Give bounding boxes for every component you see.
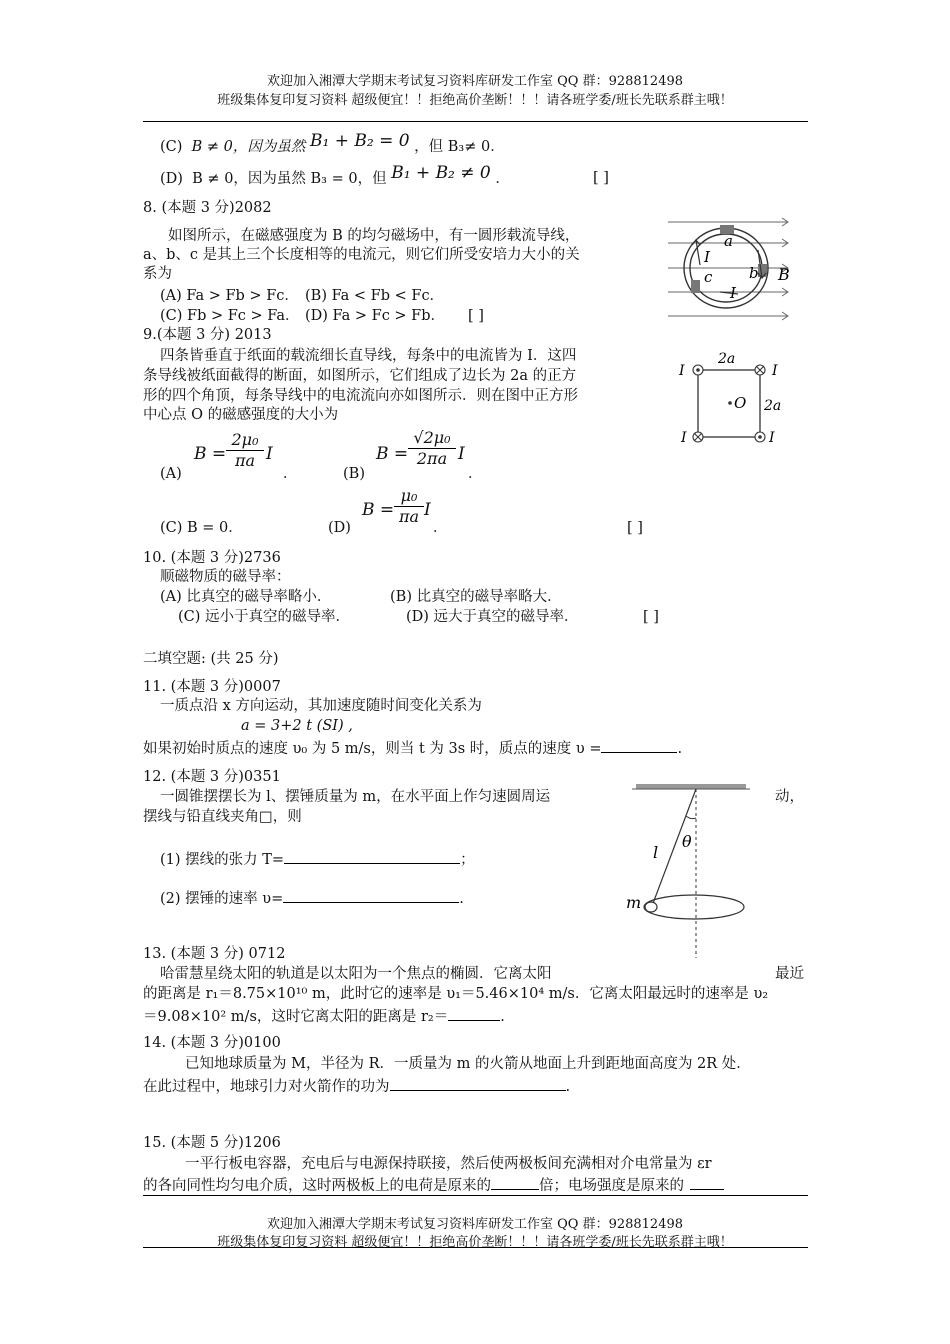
q9-d-current: I: [424, 500, 431, 520]
q8-circular-loop-figure: [660, 210, 800, 325]
q15-stem-line-1: 一平行板电容器，充电后与电源保持联接，然后使两极板间充满相对介电常量为 εr: [185, 1156, 712, 1172]
q14-stem-line-2: 在此过程中，地球引力对火箭作的功为 .: [143, 1076, 570, 1096]
label-top-side: 2a: [718, 351, 736, 367]
q13-stem-line-3: ＝9.08×10² m/s，这时它离太阳的距离是 r₂＝ .: [143, 1006, 505, 1026]
label-length-l: l: [653, 843, 659, 862]
q9-b-lhs: B =: [376, 444, 409, 464]
q12-part-1: (1) 摆线的张力 T= ；: [160, 849, 475, 869]
q9-option-d-label: (D): [328, 520, 351, 536]
q14-work-blank[interactable]: [390, 1076, 566, 1091]
q13-distance-blank[interactable]: [448, 1006, 500, 1021]
q7-option-d: (D) B ≠ 0，因为虽然 B₃ = 0，但 B₁ + B₂ ≠ 0 ．: [160, 163, 510, 187]
q11-equation: a = 3+2 t (SI) ,: [241, 718, 353, 734]
q11-answer-blank[interactable]: [601, 738, 677, 753]
q9-b-period: ．: [468, 466, 483, 482]
q13-stem-line-1: 哈雷慧星绕太阳的轨道是以太阳为一个焦点的椭圆．它离太阳: [160, 966, 552, 982]
q9-title: 9.(本题 3 分) 2013: [143, 327, 272, 343]
q9-square-wires-figure: [675, 348, 795, 453]
q15-field-ratio-blank[interactable]: [690, 1175, 724, 1190]
q10-option-b: (B) 比真空的磁导率略大．: [390, 589, 562, 605]
q9-stem-line-3: 形的四个角顶，每条导线中的电流流向亦如图所示．则在图中正方形: [143, 388, 578, 404]
q10-option-c: (C) 远小于真空的磁导率．: [178, 609, 351, 625]
q8-answer-bracket: [ ]: [468, 308, 484, 324]
q15-charge-ratio-blank[interactable]: [491, 1175, 539, 1190]
pendulum-bob: [645, 902, 657, 912]
header-rule: [143, 121, 808, 122]
q9-b-denominator: 2πa: [416, 449, 448, 468]
q9-d-numerator: μ₀: [394, 486, 424, 507]
current-element-c: [691, 280, 700, 293]
label-a: a: [724, 232, 733, 250]
section-fill-in-heading: 二填空题: (共 25 分): [143, 651, 279, 667]
q8-option-b: (B) Fa < Fb < Fc．: [305, 288, 445, 304]
q9-answer-bracket: [ ]: [627, 520, 643, 536]
wire-bottom-right-dot: [755, 432, 765, 442]
center-point: [728, 401, 732, 405]
footer-line-2: 班级集体复印复习资料 超级便宜！！拒绝高价垄断！！！请各班学委/班长先联系群主哦！: [217, 1235, 733, 1250]
q7-option-c: (C) B ≠ 0，因为虽然 B₁ + B₂ = 0 ，但 B₃≠ 0．: [160, 131, 505, 155]
q15-title: 15. (本题 5 分)1206: [143, 1135, 281, 1151]
q12-speed-blank[interactable]: [283, 888, 459, 903]
q8-option-d: (D) Fa > Fc > Fb．: [305, 308, 446, 324]
q9-option-b-label: (B): [343, 466, 365, 482]
q9-a-lhs: B =: [194, 444, 227, 464]
q8-stem-line-3: 系为: [143, 266, 172, 282]
q9-d-fraction: [394, 486, 424, 526]
q14-stem-line-1: 已知地球质量为 M，半径为 R．一质量为 m 的火箭从地面上升到距地面高度为 2R 处．: [185, 1056, 751, 1072]
q13-stem-line-2: 的距离是 r₁＝8.75×10¹⁰ m，此时它的速率是 υ₁＝5.46×10⁴ m/s．它离太阳最远时的速率是 υ₂: [143, 986, 769, 1002]
q7-answer-bracket: [ ]: [593, 170, 609, 186]
q13-title: 13. (本题 3 分) 0712: [143, 946, 286, 962]
q14-title: 14. (本题 3 分)0100: [143, 1035, 281, 1051]
q9-a-fraction: [226, 430, 264, 470]
q8-option-c: (C) Fb > Fc > Fa．: [160, 308, 300, 324]
q11-title: 11. (本题 3 分)0007: [143, 679, 281, 695]
q10-stem: 顺磁物质的磁导率：: [160, 569, 291, 585]
q9-stem-line-4: 中心点 O 的磁感强度的大小为: [143, 407, 339, 423]
q12-tension-blank[interactable]: [284, 849, 460, 864]
q10-answer-bracket: [ ]: [643, 609, 659, 625]
q9-d-period: ．: [433, 520, 448, 536]
q9-option-a-label: (A): [160, 466, 182, 482]
circular-path: [644, 895, 744, 919]
q12-conical-pendulum-figure: [620, 780, 760, 960]
q9-d-lhs: B =: [362, 500, 395, 520]
q10-option-d: (D) 远大于真空的磁导率．: [406, 609, 579, 625]
label-I-bottom-right: I: [769, 430, 775, 446]
q12-stem-line-1-end: 动，: [775, 789, 804, 805]
q9-stem-line-1: 四条皆垂直于纸面的载流细长直导线，每条中的电流皆为 I．这四: [160, 348, 577, 364]
wire-top-right-cross: [755, 365, 765, 375]
q12-stem-line-2: 摆线与铅直线夹角□，则: [143, 809, 302, 825]
q9-b-numerator: √2μ₀: [408, 428, 456, 449]
label-mass-m: m: [626, 893, 642, 912]
q10-title: 10. (本题 3 分)2736: [143, 550, 281, 566]
wire-bottom-left-cross: [693, 432, 703, 442]
q12-part-2: (2) 摆锤的速率 υ= .: [160, 888, 464, 908]
q12-stem-line-1: 一圆锥摆摆长为 l、摆锤质量为 m，在水平面上作匀速圆周运: [160, 789, 551, 805]
label-current-I-bottom: I: [730, 284, 736, 302]
label-I-top-right: I: [772, 363, 778, 379]
q8-option-a: (A) Fa > Fb > Fc．: [160, 288, 299, 304]
footer-top-rule: [143, 1195, 808, 1196]
q9-option-c: (C) B = 0．: [160, 520, 243, 536]
label-I-bottom-left: I: [681, 430, 687, 446]
q9-d-denominator: πa: [398, 507, 420, 526]
q13-stem-line-1-end: 最近: [775, 966, 804, 982]
q9-a-period: ．: [283, 466, 298, 482]
q11-stem-line-3: 如果初始时质点的速度 υ₀ 为 5 m/s，则当 t 为 3s 时，质点的速度 υ = .: [143, 738, 682, 758]
q9-a-current: I: [266, 444, 273, 464]
q9-a-numerator: 2μ₀: [226, 430, 264, 451]
footer-line-1: 欢迎加入湘潭大学期末考试复习资料库研发工作室 QQ 群：928812498: [266, 1217, 684, 1232]
ceiling: [636, 784, 746, 789]
q9-a-denominator: πa: [234, 451, 256, 470]
header-line-2: 班级集体复印复习资料 超级便宜！！拒绝高价垄断！！！请各班学委/班长先联系群主哦！: [217, 93, 733, 108]
label-angle-theta: θ: [682, 832, 692, 851]
q8-stem-line-2: a、b、c 是其上三个长度相等的电流元，则它们所受安培力大小的关: [143, 247, 580, 263]
q8-stem-line-1: 如图所示，在磁感强度为 B 的均匀磁场中，有一圆形载流导线，: [168, 228, 580, 244]
q12-title: 12. (本题 3 分)0351: [143, 769, 281, 785]
q9-b-fraction: [408, 428, 456, 468]
label-O: O: [734, 394, 747, 412]
label-c: c: [704, 268, 713, 286]
label-current-I-left: I: [704, 248, 710, 266]
label-I-top-left: I: [679, 363, 685, 379]
label-field-B: B: [778, 265, 790, 284]
q9-stem-line-2: 条导线被纸面截得的断面，如图所示，它们组成了边长为 2a 的正方: [143, 368, 577, 384]
q11-stem-line-1: 一质点沿 x 方向运动，其加速度随时间变化关系为: [160, 698, 482, 714]
label-right-side: 2a: [764, 398, 782, 414]
wire-top-left-dot: [693, 365, 703, 375]
footer-bottom-rule: [143, 1247, 808, 1248]
q10-option-a: (A) 比真空的磁导率略小．: [160, 589, 332, 605]
q9-b-current: I: [458, 444, 465, 464]
header-line-1: 欢迎加入湘潭大学期末考试复习资料库研发工作室 QQ 群：928812498: [266, 74, 684, 89]
q8-title: 8. (本题 3 分)2082: [143, 200, 272, 216]
label-b: b: [749, 264, 759, 282]
q15-stem-line-2: 的各向同性均匀电介质，这时两极板上的电荷是原来的 倍；电场强度是原来的: [143, 1175, 724, 1195]
